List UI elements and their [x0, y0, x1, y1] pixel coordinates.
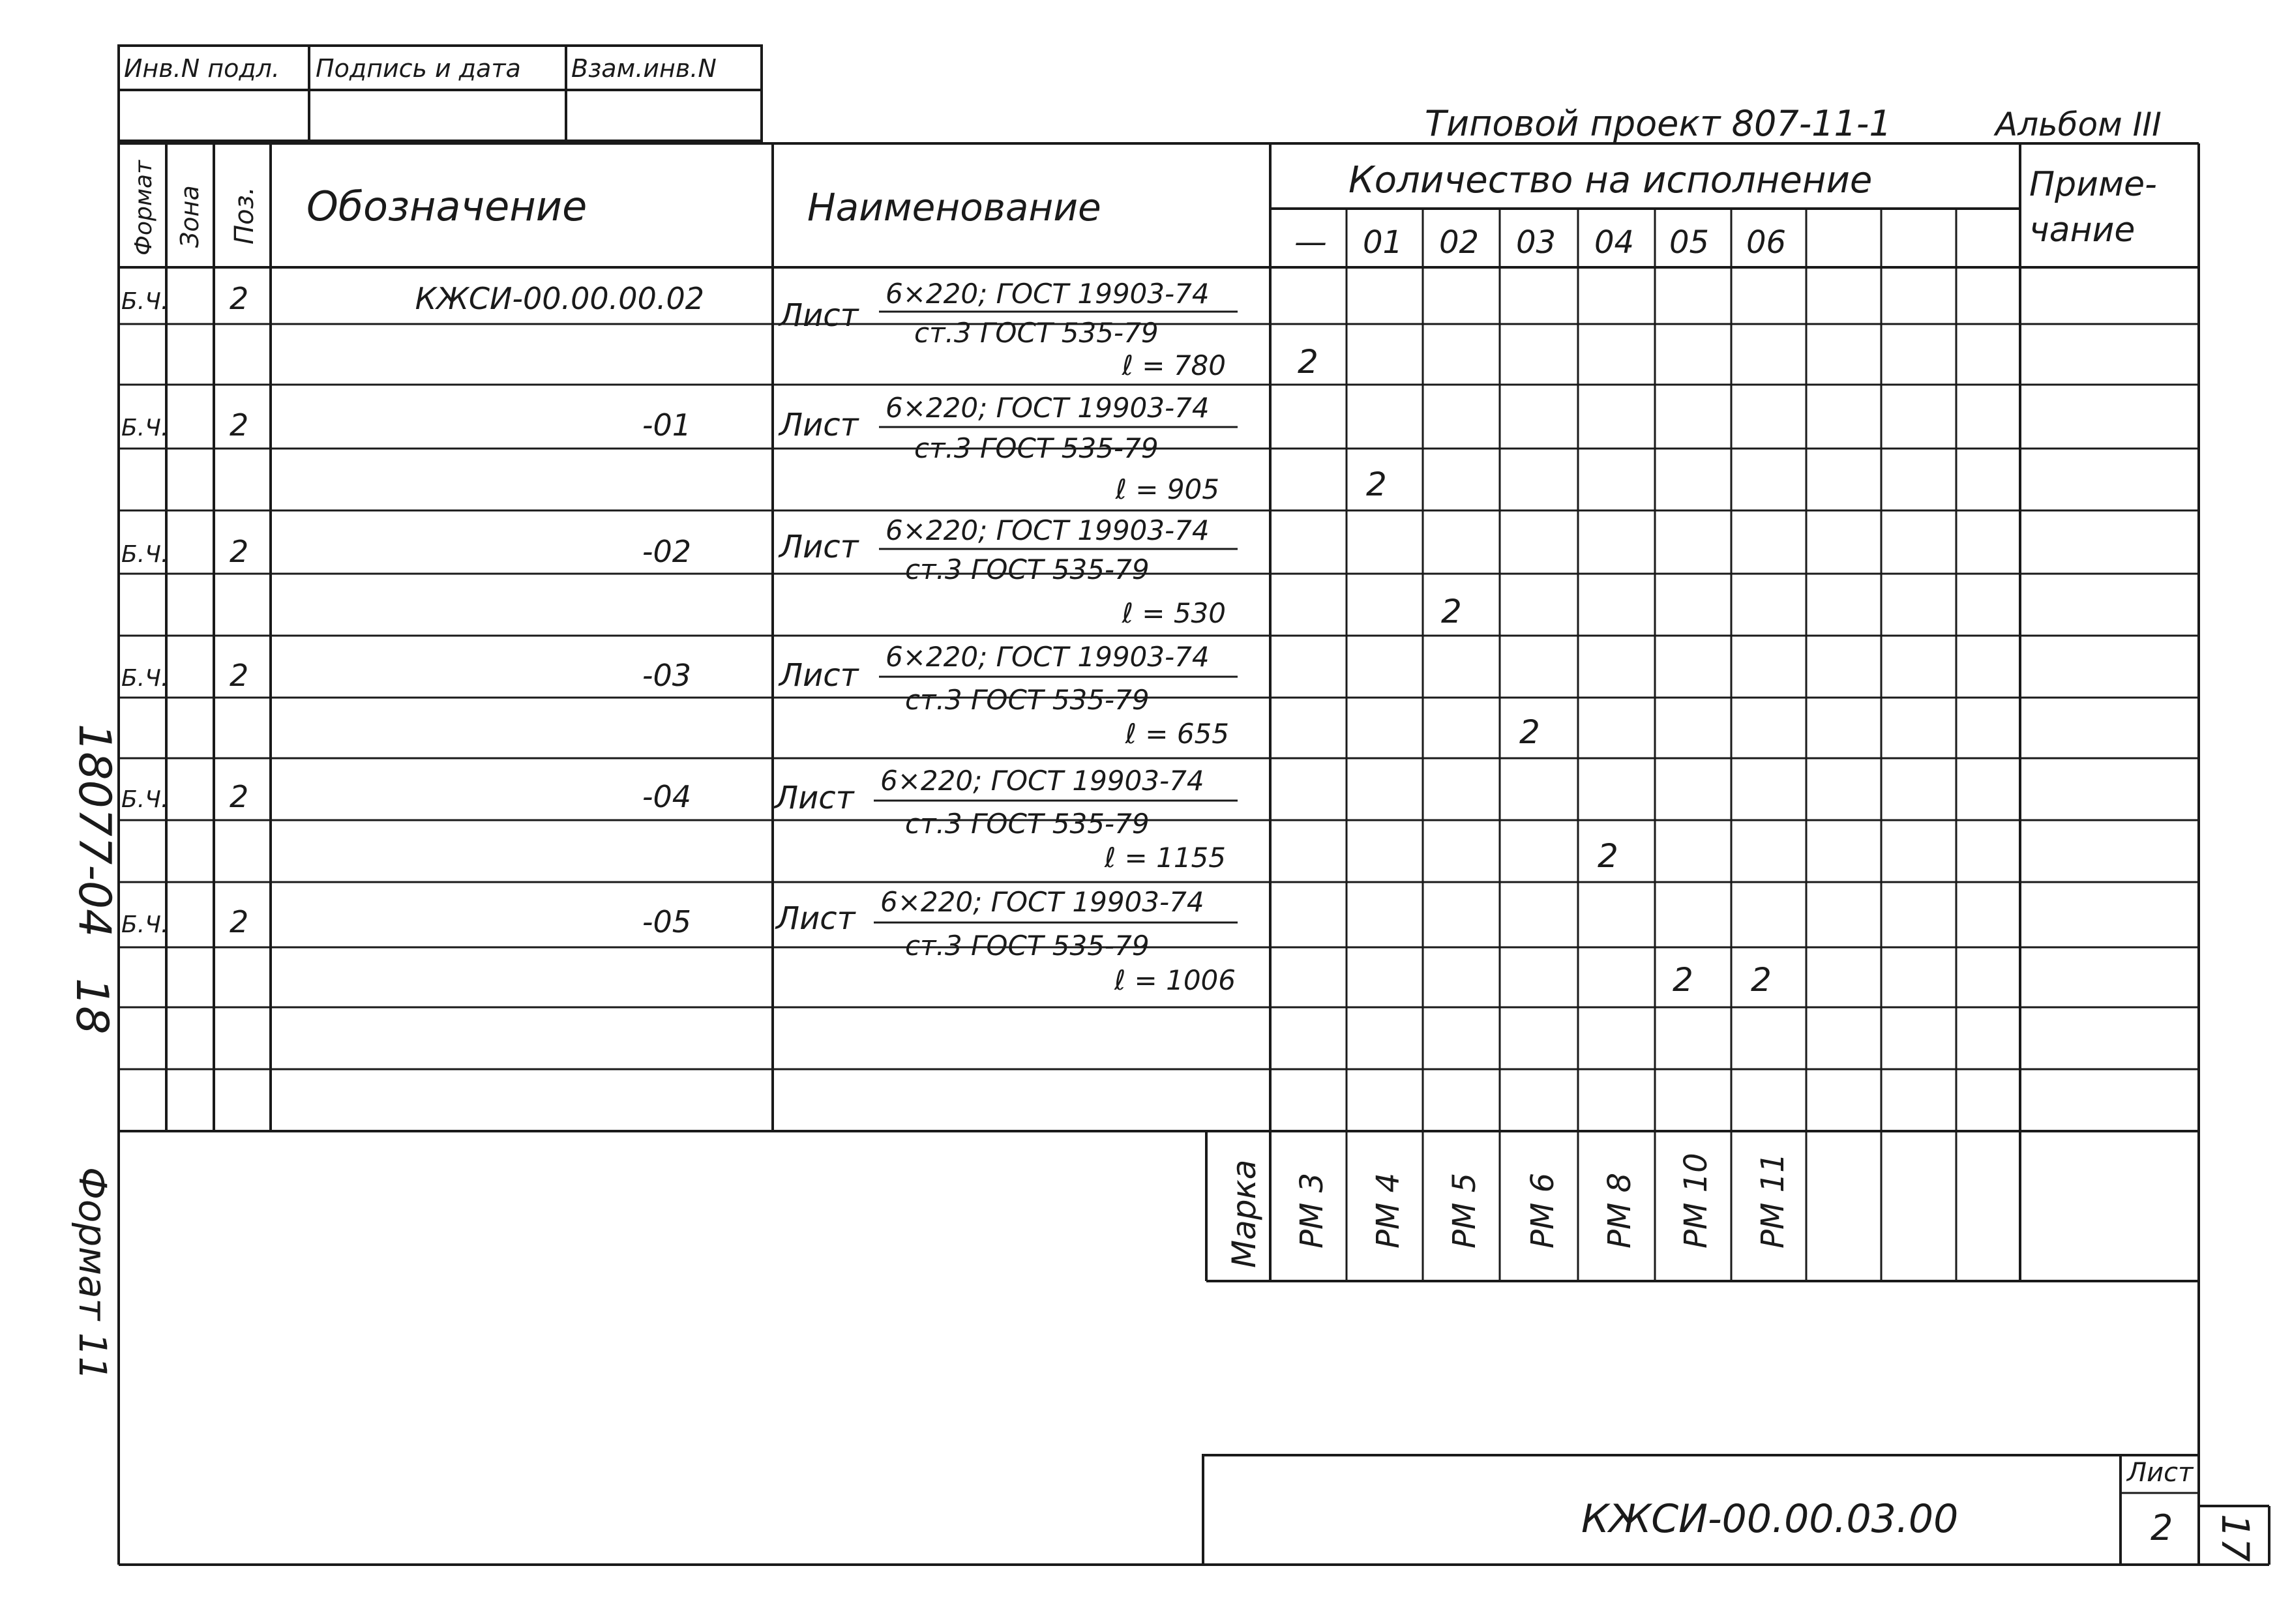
mark-value: РМ 8	[1601, 1172, 1638, 1248]
variant-header-03: 03	[1516, 224, 1556, 261]
row-length: ℓ = 1155	[1104, 842, 1226, 874]
row-material: ст.3 ГОСТ 535-79	[905, 808, 1150, 840]
mark-value: РМ 4	[1370, 1172, 1406, 1248]
stamp-inventory-label: Инв.N подл.	[124, 54, 280, 83]
header-note-line1: Приме-	[2029, 165, 2157, 204]
row-name-word: Лист	[776, 900, 856, 937]
row-quantity-extra: 2	[1751, 961, 1772, 999]
marks-label: Марка	[1225, 1159, 1263, 1268]
mark-value: РМ 5	[1446, 1172, 1483, 1248]
header-note-line2: чание	[2029, 211, 2136, 250]
row-format: Б.Ч.	[121, 415, 169, 441]
row-spec: 6×220; ГОСТ 19903-74	[886, 392, 1210, 424]
row-length: ℓ = 655	[1125, 718, 1229, 750]
row-position: 2	[230, 281, 249, 316]
row-designation: -04	[642, 779, 691, 814]
header-position: Поз.	[230, 186, 260, 244]
stamp-signature-label: Подпись и дата	[316, 54, 521, 83]
stamp-replaced-label: Взам.инв.N	[571, 54, 717, 83]
row-quantity: 2	[1673, 961, 1693, 999]
project-caption: Типовой проект 807-11-1	[1425, 103, 1892, 144]
row-position: 2	[230, 407, 249, 443]
row-quantity: 2	[1441, 593, 1462, 630]
row-position: 2	[230, 904, 249, 939]
inventory-stamp	[119, 46, 762, 141]
mark-value: РМ 3	[1294, 1172, 1330, 1248]
archive-number: 18077-04	[68, 724, 120, 937]
mark-value: РМ 10	[1678, 1153, 1714, 1248]
header-format: Формат	[130, 160, 157, 256]
album-caption: Альбом III	[1995, 106, 2162, 143]
variant-header-06: 06	[1746, 224, 1787, 261]
row-format: Б.Ч.	[121, 911, 169, 938]
mark-value: РМ 6	[1525, 1172, 1561, 1248]
marks-row	[1225, 1153, 1791, 1268]
title-block-code: КЖСИ-00.00.03.00	[1581, 1496, 1959, 1542]
row-length: ℓ = 1006	[1114, 964, 1236, 996]
row-spec: 6×220; ГОСТ 19903-74	[880, 886, 1204, 918]
row-designation: -01	[642, 407, 691, 443]
header-zone: Зона	[175, 185, 204, 248]
corner-number-box	[2199, 1506, 2269, 1565]
sheet-number: 2	[2151, 1507, 2173, 1548]
variant-header-base: —	[1294, 223, 1327, 261]
mark-value: РМ 11	[1755, 1153, 1791, 1248]
row-quantity: 2	[1519, 713, 1540, 751]
row-name-word: Лист	[779, 297, 859, 334]
header-name: Наименование	[807, 185, 1101, 229]
variant-header-04: 04	[1594, 224, 1635, 261]
variant-header-01: 01	[1363, 224, 1403, 261]
header-quantity: Количество на исполнение	[1348, 159, 1873, 201]
table-row	[121, 278, 1318, 381]
row-length: ℓ = 905	[1115, 473, 1219, 505]
side-format-label: Формат 11	[70, 1167, 115, 1381]
row-material: ст.3 ГОСТ 535-79	[905, 554, 1150, 585]
row-name-word: Лист	[779, 529, 859, 565]
row-material: ст.3 ГОСТ 535-79	[905, 930, 1150, 962]
row-quantity: 2	[1366, 465, 1387, 503]
variant-header-05: 05	[1669, 224, 1710, 261]
table-row	[121, 641, 1540, 751]
row-name-word: Лист	[775, 780, 854, 816]
row-format: Б.Ч.	[121, 665, 169, 692]
row-name-word: Лист	[779, 657, 859, 694]
table-row	[121, 514, 1462, 630]
row-designation: -02	[642, 534, 691, 569]
sheet-label: Лист	[2127, 1458, 2194, 1488]
row-position: 2	[230, 779, 249, 814]
row-length: ℓ = 780	[1122, 349, 1226, 381]
row-material: ст.3 ГОСТ 535-79	[914, 317, 1159, 349]
row-format: Б.Ч.	[121, 786, 169, 813]
variant-header-02: 02	[1439, 224, 1480, 261]
corner-number: 17	[2213, 1514, 2257, 1562]
title-block	[1203, 1455, 2199, 1565]
side-page-number: 18	[66, 978, 117, 1035]
row-length: ℓ = 530	[1122, 597, 1226, 629]
header-designation: Обозначение	[306, 183, 588, 230]
row-designation: -05	[642, 904, 691, 939]
row-format: Б.Ч.	[121, 288, 169, 315]
row-quantity: 2	[1598, 837, 1618, 875]
table-row	[121, 886, 1772, 999]
row-spec: 6×220; ГОСТ 19903-74	[886, 641, 1210, 673]
row-quantity: 2	[1298, 343, 1318, 381]
row-position: 2	[230, 534, 249, 569]
row-spec: 6×220; ГОСТ 19903-74	[886, 514, 1210, 546]
row-designation: КЖСИ-00.00.00.02	[415, 281, 704, 316]
row-name-word: Лист	[779, 407, 859, 443]
row-spec: 6×220; ГОСТ 19903-74	[880, 765, 1204, 797]
row-position: 2	[230, 658, 249, 693]
row-designation: -03	[642, 658, 691, 693]
row-spec: 6×220; ГОСТ 19903-74	[886, 278, 1210, 310]
row-material: ст.3 ГОСТ 535-79	[914, 432, 1159, 464]
row-format: Б.Ч.	[121, 541, 169, 568]
row-material: ст.3 ГОСТ 535-79	[905, 684, 1150, 716]
